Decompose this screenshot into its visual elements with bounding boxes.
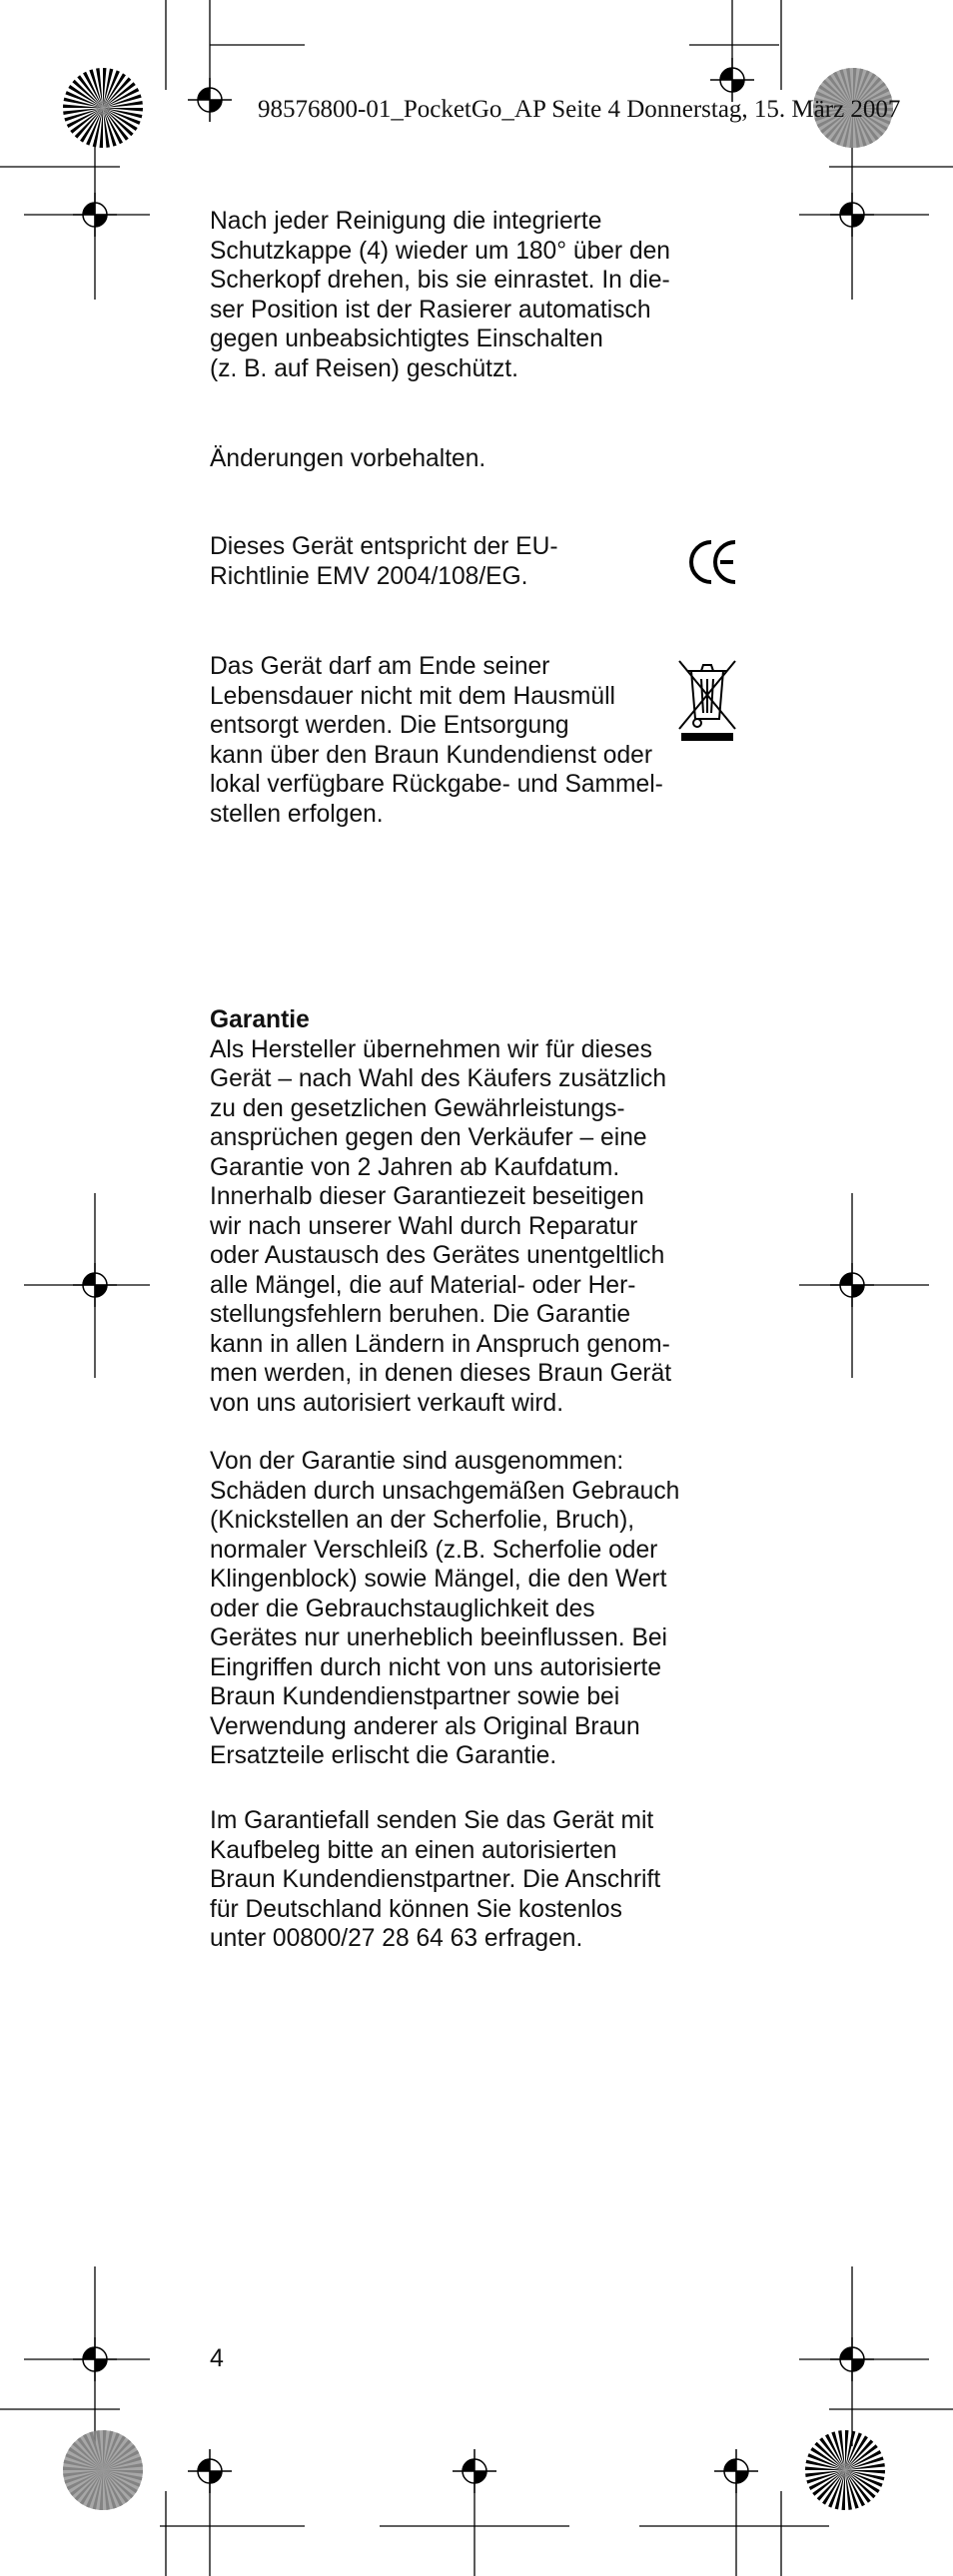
registration-mark bbox=[188, 2449, 232, 2493]
text-line: Kaufbeleg bitte an einen autorisierten bbox=[210, 1836, 617, 1864]
text-line: entsorgt werden. Die Entsorgung bbox=[210, 712, 569, 739]
starburst-target-mark bbox=[805, 2430, 885, 2510]
crossed-out-wheelie-bin-icon bbox=[675, 657, 739, 743]
text-line: Im Garantiefall senden Sie das Gerät mit bbox=[210, 1807, 654, 1834]
registration-mark bbox=[73, 193, 117, 237]
text-line: stellungsfehlern beruhen. Die Garantie bbox=[210, 1301, 631, 1328]
registration-mark bbox=[73, 1263, 117, 1307]
text-line: Als Hersteller übernehmen wir für dieses bbox=[210, 1035, 652, 1063]
text-line: Von der Garantie sind ausgenommen: bbox=[210, 1448, 624, 1475]
text-line: ansprüchen gegen den Verkäufer – eine bbox=[210, 1124, 647, 1151]
text-line: Gerät – nach Wahl des Käufers zusätzlich bbox=[210, 1065, 667, 1092]
protective-cap-paragraph bbox=[210, 207, 739, 383]
starburst-target-mark bbox=[63, 68, 143, 148]
exclusions-paragraph bbox=[210, 1447, 739, 1771]
text-line: oder Austausch des Gerätes unentgeltlich bbox=[210, 1242, 665, 1269]
registration-mark bbox=[73, 2337, 117, 2381]
text-line: Garantie von 2 Jahren ab Kaufdatum. bbox=[210, 1153, 620, 1181]
text-line: Braun Kundendienstpartner sowie bei bbox=[210, 1683, 620, 1710]
text-line: Eingriffen durch nicht von uns autorisierte bbox=[210, 1653, 662, 1681]
text-line: stellen erfolgen. bbox=[210, 800, 384, 828]
text-line: unter 00800/27 28 64 63 erfragen. bbox=[210, 1925, 583, 1952]
text-line: (z. B. auf Reisen) geschützt. bbox=[210, 354, 518, 382]
text-line: kann über den Braun Kundendienst oder bbox=[210, 741, 653, 769]
text-line: Schutzkappe (4) wieder um 180° über den bbox=[210, 237, 670, 265]
text-line: Das Gerät darf am Ende seiner bbox=[210, 653, 550, 680]
guarantee-heading: Garantie bbox=[210, 1006, 310, 1033]
disposal-paragraph bbox=[210, 652, 739, 829]
registration-mark bbox=[830, 2337, 874, 2381]
text-line: Ersatzteile erlischt die Garantie. bbox=[210, 1742, 557, 1769]
text-line: Braun Kundendienstpartner. Die Anschrift bbox=[210, 1866, 661, 1893]
text-line: zu den gesetzlichen Gewährleistungs- bbox=[210, 1094, 625, 1122]
text-line: Klingenblock) sowie Mängel, die den Wert bbox=[210, 1566, 667, 1593]
claim-procedure-paragraph bbox=[210, 1806, 739, 1954]
text-line: Dieses Gerät entspricht der EU- bbox=[210, 533, 558, 560]
text-line: Innerhalb dieser Garantiezeit beseitigen bbox=[210, 1183, 644, 1210]
text-line: normaler Verschleiß (z.B. Scherfolie oder bbox=[210, 1536, 658, 1564]
text-line: Nach jeder Reinigung die integrierte bbox=[210, 208, 602, 235]
registration-mark bbox=[830, 1263, 874, 1307]
text-line: (Knickstellen an der Scherfolie, Bruch), bbox=[210, 1507, 635, 1534]
text-line: wir nach unserer Wahl durch Reparatur bbox=[210, 1212, 638, 1240]
text-line: für Deutschland können Sie kostenlos bbox=[210, 1895, 622, 1923]
text-line: gegen unbeabsichtigtes Einschalten bbox=[210, 325, 603, 352]
text-line: alle Mängel, die auf Material- oder Her- bbox=[210, 1271, 636, 1299]
text-line: Richtlinie EMV 2004/108/EG. bbox=[210, 562, 528, 590]
registration-mark bbox=[188, 78, 232, 122]
text-line: kann in allen Ländern in Anspruch genom- bbox=[210, 1330, 670, 1358]
text-line: oder die Gebrauchstauglichkeit des bbox=[210, 1595, 595, 1622]
guarantee-section bbox=[210, 1005, 739, 1418]
text-line: Schäden durch unsachgemäßen Gebrauch bbox=[210, 1477, 680, 1505]
text-line: von uns autorisiert verkauft wird. bbox=[210, 1389, 564, 1417]
emv-conformity-paragraph bbox=[210, 532, 739, 591]
guarantee-body bbox=[210, 1035, 739, 1419]
text-line: ser Position ist der Rasierer automatisch bbox=[210, 296, 651, 323]
page-number: 4 bbox=[210, 2344, 224, 2372]
text-line: Lebensdauer nicht mit dem Hausmüll bbox=[210, 682, 616, 710]
registration-mark bbox=[830, 193, 874, 237]
text-line: Gerätes nur unerheblich beeinflussen. Bei bbox=[210, 1624, 667, 1651]
ce-mark-icon bbox=[689, 538, 739, 586]
changes-reserved-note: Änderungen vorbehalten. bbox=[210, 445, 486, 472]
grey-target-mark bbox=[63, 2430, 143, 2510]
registration-mark bbox=[714, 2449, 758, 2493]
text-line: Scherkopf drehen, bis sie einrastet. In die- bbox=[210, 267, 670, 294]
registration-mark bbox=[453, 2449, 496, 2493]
text-line: Verwendung anderer als Original Braun bbox=[210, 1712, 640, 1740]
print-slug-line: 98576800-01_PocketGo_AP Seite 4 Donnerstag, 15. März 2007 bbox=[258, 96, 901, 123]
text-line: men werden, in denen dieses Braun Gerät bbox=[210, 1360, 672, 1387]
text-line: lokal verfügbare Rückgabe- und Sammel- bbox=[210, 771, 663, 798]
